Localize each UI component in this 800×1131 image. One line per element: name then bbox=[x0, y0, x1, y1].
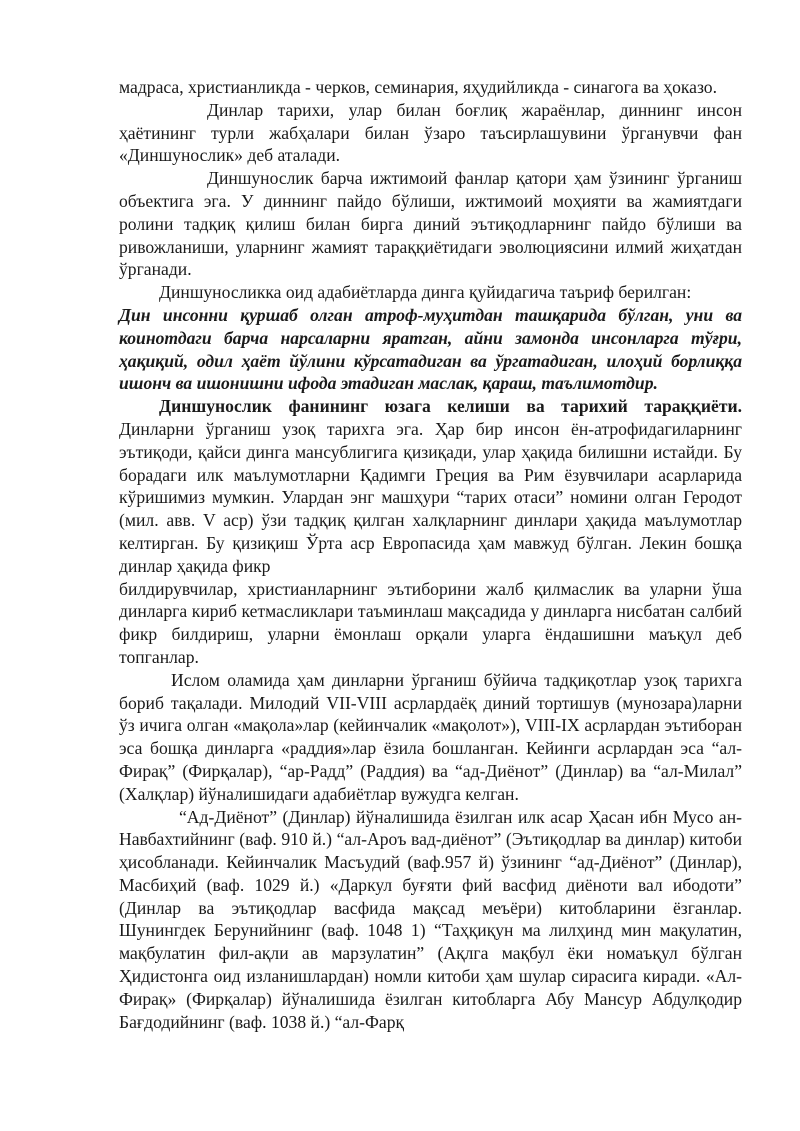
paragraph-history-continued: билдирувчилар, христианларнинг эътиборини жалб қилмаслик ва уларни ўша динларга кириб кетмасликлари таъминлаш мақсадида у динларга нисбатан салбий фикр билдириш, уларни ёмонлаш орқали уларга ёндашишни маъқул деб топганлар. bbox=[119, 578, 742, 667]
paragraph-islamic-studies: Ислом оламида ҳам динларни ўрганиш бўйича тадқиқотлар узоқ тарихга бориб тақалади. Милодий VII-VIII асрлардаёқ диний тортишув (мунозара)ларни ўз ичига олган «мақола»лар (кейинчалик «мақолот»), VIII-IX асрлардан эътиборан эса бошқа динларга «раддия»лар ёзила бошланган. Кейинги асрлардан эса “ал-Фирақ” (Фирқалар), “ар-Радд” (Раддия) ва “ад-Диёнот” (Динлар) ва “ал-Милал” (Халқлар) йўналишидаги адабиётлар вужудга келган. bbox=[119, 669, 742, 804]
paragraph-definition-of-religious-studies: Динлар тарихи, улар билан боғлиқ жараёнлар, диннинг инсон ҳаётининг турли жабҳалари билан ўзаро таъсирлашувини ўрганувчи фан «Диншунослик» деб аталади. bbox=[119, 99, 742, 166]
paragraph-history-section bbox=[119, 395, 742, 577]
document-page bbox=[119, 76, 742, 1033]
section-heading: Диншунослик фанининг юзага келиши ва тарихий тараққиёти. bbox=[159, 396, 742, 417]
definition-of-religion: Дин инсонни қуршаб олган атроф-муҳитдан ташқарида бўлган, уни ва коинотдаги барча нарсаларни яратган, айни замонда инсонларга тўғри, ҳақиқий, одил ҳаёт йўлини кўрсатадиган ва ўргатадиган, илоҳий борлиққа ишонч ва ишонишни ифода этадиган маслак, қараш, таълимотдир. bbox=[119, 304, 742, 394]
paragraph-madrasa: мадраса, христианликда - черков, семинария, яҳудийликда - синагога ва ҳоказо. bbox=[119, 77, 718, 97]
paragraph-object-of-study: Диншунослик барча ижтимоий фанлар қатори ҳам ўзининг ўрганиш объектига эга. У диннинг пайдо бўлиши, ижтимоий моҳияти ва жамиятдаги ролини тадқиқ қилиш билан бирга диний эътиқодларнинг пайдо бўлиши ва ривожланиши, уларнинг жамият тараққиётидаги эволюциясини илмий жиҳатдан ўрганади. bbox=[119, 168, 742, 280]
paragraph-ad-diyonot: “Ад-Диёнот” (Динлар) йўналишида ёзилган илк асар Ҳасан ибн Мусо ан-Навбахтийнинг (ваф. 910 й.) “ал-Ароъ вад-диёнот” (Эътиқодлар ва динлар) китоби ҳисобланади. Кейинчалик Масъудий (ваф.957 й) ўзининг “ад-Диёнот” (Динлар), Масбиҳий (ваф. 1029 й.) «Даркул буғяти фий васфид диёноти вал ибодоти” (Динлар ва эътиқодлар васфида мақсад меъёри) китобларини ёзганлар. Шунингдек Берунийнинг (ваф. 1048 1) “Таҳқиқун ма лилҳинд мин мақулатин, мақбулатин фил-ақли ав марзулатин” (Ақлга мақбул ёки номаъқул бўлган Ҳидистонга оид изланишлардан) номли китоби ҳам шулар сирасига киради. «Ал-Фирақ» (Фирқалар) йўналишида ёзилган китобларга Абу Мансур Абдулқодир Бағдодийнинг (ваф. 1038 й.) “ал-Фарқ bbox=[119, 806, 742, 1032]
history-text-part-a: Динларни ўрганиш узоқ тарихга эга. Ҳар бир инсон ён-атрофидагиларнинг эътиқоди, қайси динга мансублигига қизиқади, улар ҳақида билишни истайди. Бу борадаги илк маълумотларни Қадимги Греция ва Рим ёзувчилари асарларида кўришимиз мумкин. Улардан энг машҳури “тарих отаси” номини олган Геродот (мил. авв. V аср) ўзи тадқиқ қилган халқларнинг динлари ҳақида маълумотлар келтирган. Бу қизиқиш Ўрта аср Европасида ҳам мавжуд бўлган. Лекин бошқа динлар ҳақида фикр bbox=[119, 418, 742, 576]
paragraph-definition-intro: Диншуносликка оид адабиётларда динга қуйидагича таъриф берилган: bbox=[159, 282, 692, 303]
